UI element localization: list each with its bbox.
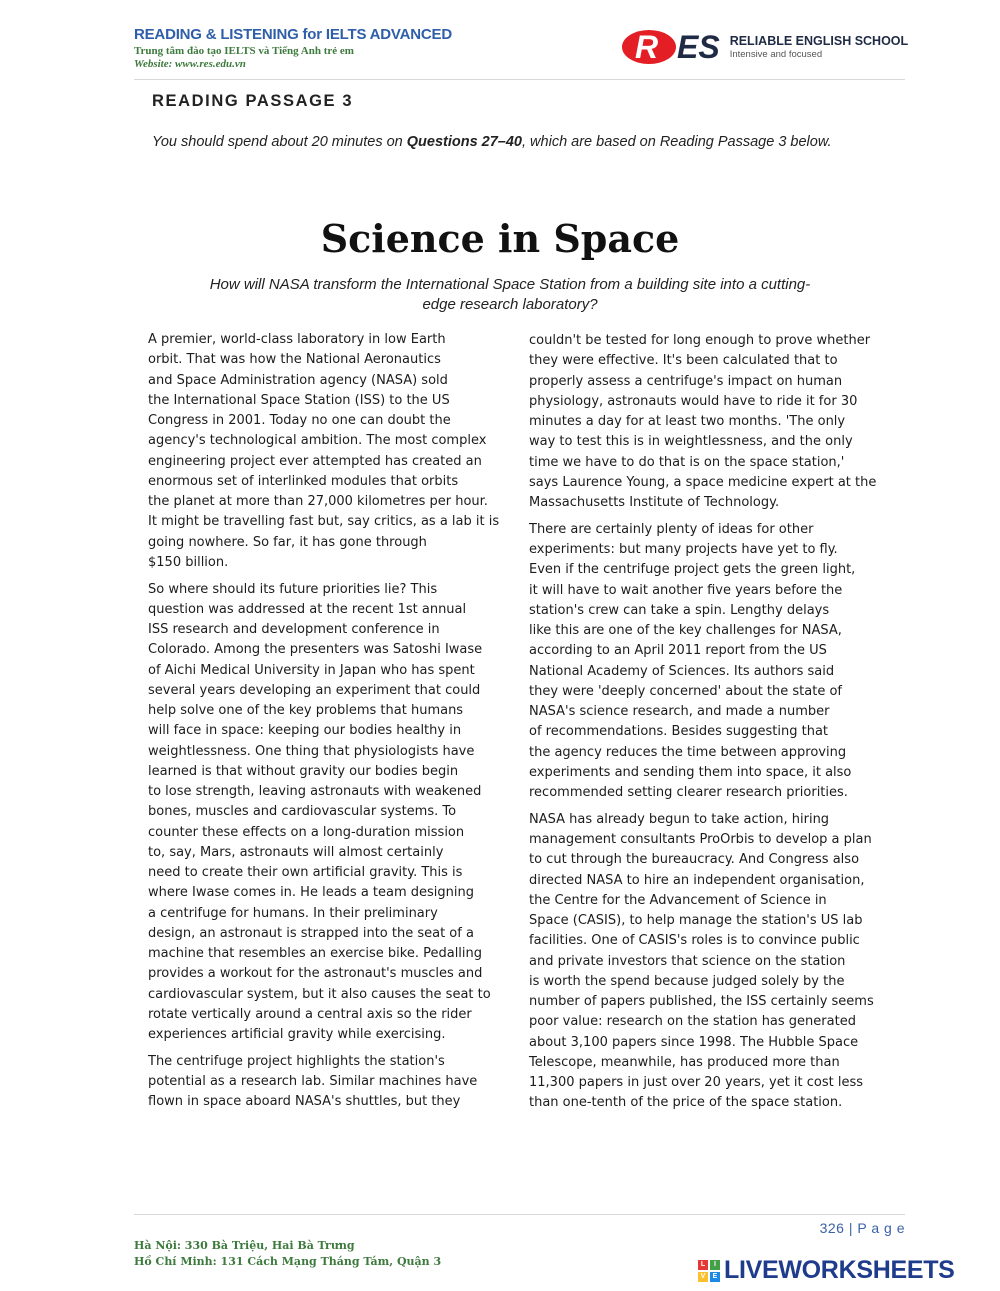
instruction-text-end: , which are based on Reading Passage 3 below. [522, 134, 832, 150]
liveworksheets-blocks-icon [698, 1260, 720, 1282]
liveworksheets-brand: LIVEWORKSHEETS [724, 1256, 955, 1284]
left-paragraph-1: A premier, world-class laboratory in low Earth orbit. That was how the National Aeronautics and Space Administration agency (NASA) sold the International Space Station (ISS) to the US Congress in 2001. Today no one can doubt the agency's technological ambition. The most complex engineering project ever attempted has created an enormous set of interlinked modules that orbits the planet at more than 27,000 kilometres per hour. It might be travelling fast but, say critics, as a lab it is going nowhere. So far, it has gone through $150 billion. [148, 332, 500, 570]
res-logo-es: ES [677, 29, 720, 65]
footer-addresses [134, 1238, 441, 1270]
article-title: Science in Space [320, 216, 680, 261]
instruction-text-start: You should spend about 20 minutes on [152, 134, 407, 150]
page-number: 326 | P a g e [819, 1220, 905, 1236]
liveworksheets-logo[interactable] [698, 1256, 955, 1285]
instruction-questions: Questions 27–40 [406, 134, 522, 150]
left-paragraph-3: The centrifuge project highlights the station's potential as a research lab. Similar machines have flown in space aboard NASA's shuttles, but they [148, 1053, 478, 1110]
website-url[interactable]: www.res.edu.vn [175, 58, 246, 70]
footer-divider [134, 1214, 905, 1215]
address-hcm: Hồ Chí Minh: 131 Cách Mạng Tháng Tám, Quận 3 [134, 1255, 442, 1268]
header-school-info [134, 26, 452, 70]
header-divider [134, 79, 905, 80]
left-paragraph-2: So where should its future priorities lie? This question was addressed at the recent 1st annual ISS research and development conference in Colorado. Among the presenters was Satoshi Iwase of Aichi Medical University in Japan who has spent several years developing an experiment that could help solve one of the key problems that humans will face in space: keeping our bodies healthy in weightlessness. One thing that physiologists have learned is that without gravity our bodies begin to lose strength, leaving astronauts with weakened bones, muscles and cardiovascular systems. To counter these effects on a long-duration mission to, say, Mars, astronauts will almost certainly need to create their own artificial gravity. This is where Iwase comes in. He leads a team designing a centrifuge for humans. In their preliminary design, an astronaut is strapped into the seat of a machine that resembles an exercise bike. Pedalling provides a workout for the astronaut's muscles and cardiovascular system, but it also causes the seat to rotate vertically around a central axis so the rider experiences artificial gravity while exercising. [148, 581, 491, 1042]
header-website [134, 58, 452, 70]
res-logo-text [730, 34, 908, 60]
res-logo [621, 28, 908, 66]
passage-instruction [152, 133, 882, 151]
res-logo-badge [621, 28, 681, 66]
res-logo-r: R [635, 29, 659, 65]
address-hanoi: Hà Nội: 330 Bà Triệu, Hai Bà Trưng [134, 1239, 355, 1252]
lw-block-i: I [710, 1260, 720, 1270]
right-paragraph-2: There are certainly plenty of ideas for other experiments: but many projects have yet to fly. Even if the centrifuge project gets the green light, it will have to wait another five years before the station's crew can take a spin. Lengthy delays like this are one of the key challenges for NASA, according to an April 2011 report from the US National Academy of Sciences. Its authors said they were 'deeply concerned' about the state of NASA's science research, and made a number of recommendations. Besides suggesting that the agency reduces the time between approving experiments and sending them into space, it also recommended setting clearer research priorities. [529, 521, 856, 800]
passage-label: READING PASSAGE 3 [152, 92, 354, 110]
lw-block-e: E [710, 1272, 720, 1282]
logo-tagline: Intensive and focused [729, 49, 823, 60]
header-title: READING & LISTENING for IELTS ADVANCED [134, 26, 452, 43]
right-paragraph-1: couldn't be tested for long enough to prove whether they were effective. It's been calculated that to properly assess a centrifuge's impact on human physiology, astronauts would have to ride it for 30 minutes a day for at least two months. 'The only way to test this is in weightlessness, and the only time we have to do that is on the space station,' says Laurence Young, a space medicine expert at the Massachusetts Institute of Technology. [529, 333, 877, 510]
right-column [529, 331, 894, 1120]
right-paragraph-3: NASA has already begun to take action, hiring management consultants ProOrbis to develop a plan to cut through the bureaucracy. And Congress also directed NASA to hire an independent organisation, the Centre for the Advancement of Science in Space (CASIS), to help manage the station's US lab facilities. One of CASIS's roles is to convince public and private investors that science on the station is worth the spend because judged solely by the number of papers published, the ISS certainly seems poor value: research on the station has generated about 3,100 papers since 1998. The Hubble Space Telescope, meanwhile, has produced more than 11,300 papers in just over 20 years, yet it cost less than one-tenth of the price of the space station. [529, 811, 874, 1111]
header-subtitle: Trung tâm đào tạo IELTS và Tiếng Anh trẻ em [134, 45, 354, 57]
logo-school-name: RELIABLE ENGLISH SCHOOL [729, 34, 909, 48]
left-column [148, 330, 523, 1119]
lw-block-v: V [698, 1272, 708, 1282]
lw-block-l: L [698, 1260, 708, 1270]
website-label: Website: [134, 58, 173, 70]
article-subtitle: How will NASA transform the International Space Station from a building site into a cutting-edge research laboratory? [209, 276, 811, 313]
